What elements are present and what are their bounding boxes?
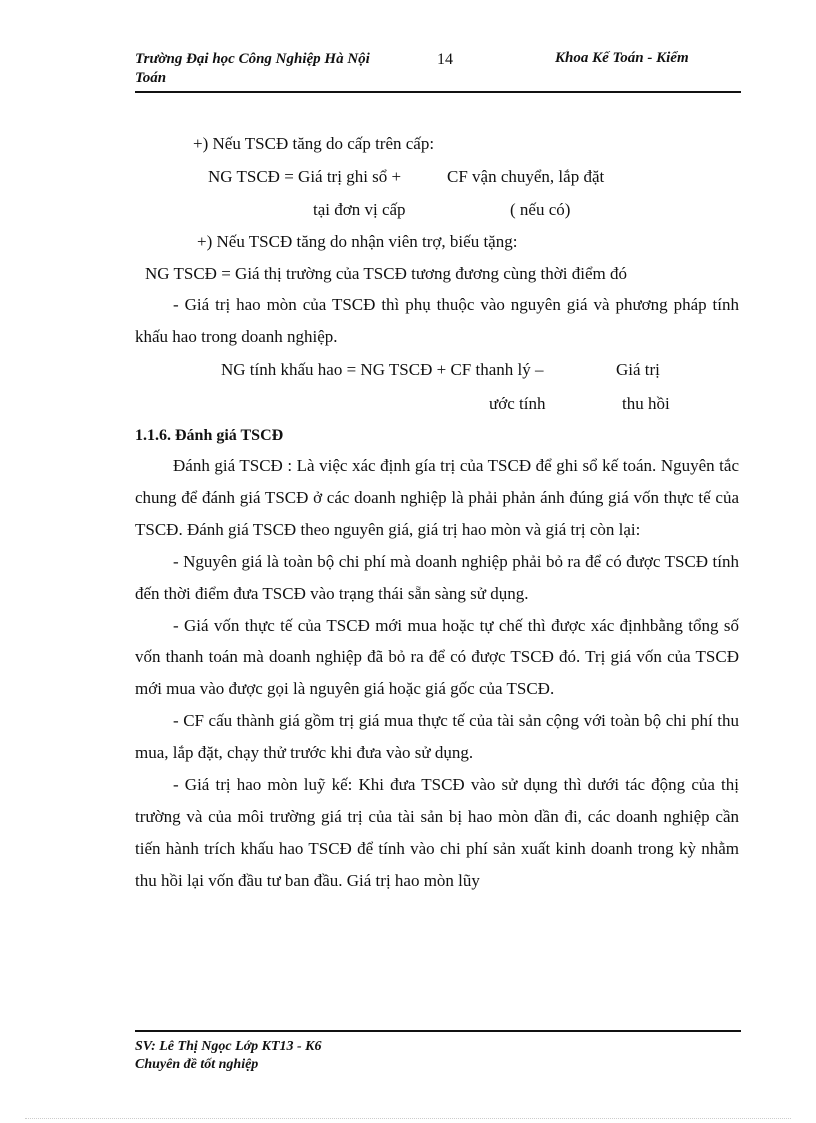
formula-line: NG TSCĐ = Giá thị trường của TSCĐ tương đương cùng thời điểm đó [145, 264, 627, 283]
section-body [135, 450, 739, 897]
formula-line: NG tính khấu hao = NG TSCĐ + CF thanh lý – [221, 360, 544, 379]
formula-line: CF vận chuyển, lắp đặt [447, 167, 605, 186]
page-number: 14 [437, 51, 453, 68]
footer [135, 1038, 322, 1074]
formula-line: ( nếu có) [510, 200, 571, 219]
page-edge-divider [25, 1118, 791, 1119]
formula-line: tại đơn vị cấp [313, 200, 406, 219]
paragraph-text: Đánh giá TSCĐ : Là việc xác định gía trị của TSCĐ để ghi sổ kế toán. Nguyên tắc chung để đánh giá TSCĐ ở các doanh nghiệp là phải phản ánh đúng giá vốn thực tế của TSCĐ. Đánh giá TSCĐ theo nguyên giá, giá trị hao mòn và giá trị còn lại: [135, 456, 739, 539]
paragraph-text: - Nguyên giá là toàn bộ chi phí mà doanh nghiệp phải bỏ ra để có được TSCĐ tính đến thời điểm đưa TSCĐ vào trạng thái sẵn sàng sử dụng. [135, 551, 739, 603]
footer-topic: Chuyên đề tốt nghiệp [135, 1057, 259, 1072]
formula-line: ước tính [489, 394, 546, 413]
formula-line: thu hồi [622, 394, 670, 413]
header-rule [135, 91, 741, 93]
header-school [135, 50, 435, 88]
section-heading: 1.1.6. Đánh giá TSCĐ [135, 427, 284, 444]
header-department: Khoa Kế Toán - Kiểm [555, 50, 689, 66]
header-department-cont: Toán [135, 70, 167, 86]
paragraph-text: - Giá vốn thực tế của TSCĐ mới mua hoặc tự chế thì được xác địnhbằng tổng số vốn thanh toán mà doanh nghiệp đã bỏ ra để có được TSCĐ đó. Trị giá vốn của TSCĐ mới mua vào được gọi là nguyên giá hoặc giá gốc của TSCĐ. [135, 615, 739, 699]
paragraph-text: - Giá trị hao mòn của TSCĐ thì phụ thuộc vào nguyên giá và phương pháp tính khấu hao trong doanh nghiệp. [135, 295, 739, 346]
paragraph-text: - Giá trị hao mòn luỹ kế: Khi đưa TSCĐ vào sử dụng thì dưới tác động của thị trường và của môi trường giá trị của tài sản bị hao mòn dần đi, các doanh nghiệp cần tiến hành trích khấu hao TSCĐ để tính vào chi phí sản xuất kinh doanh trong kỳ nhằm thu hồi lại vốn đầu tư ban đầu. Giá trị hao mòn lũy [135, 775, 739, 890]
paragraph-text: - CF cấu thành giá gồm trị giá mua thực tế của tài sản cộng với toàn bộ chi phí thu mua, lắp đặt, chạy thử trước khi đưa vào sử dụng. [135, 711, 739, 763]
header-school-name: Trường Đại học Công Nghiệp Hà Nội [135, 51, 370, 67]
text-line: +) Nếu TSCĐ tăng do nhận viên trợ, biếu tặng: [197, 232, 518, 251]
paragraph [135, 289, 739, 353]
footer-student: SV: Lê Thị Ngọc Lớp KT13 - K6 [135, 1039, 322, 1054]
text-line: +) Nếu TSCĐ tăng do cấp trên cấp: [193, 134, 435, 153]
formula-line: Giá trị [616, 360, 660, 379]
footer-rule [135, 1030, 741, 1032]
formula-line: NG TSCĐ = Giá trị ghi sổ + [208, 167, 402, 186]
